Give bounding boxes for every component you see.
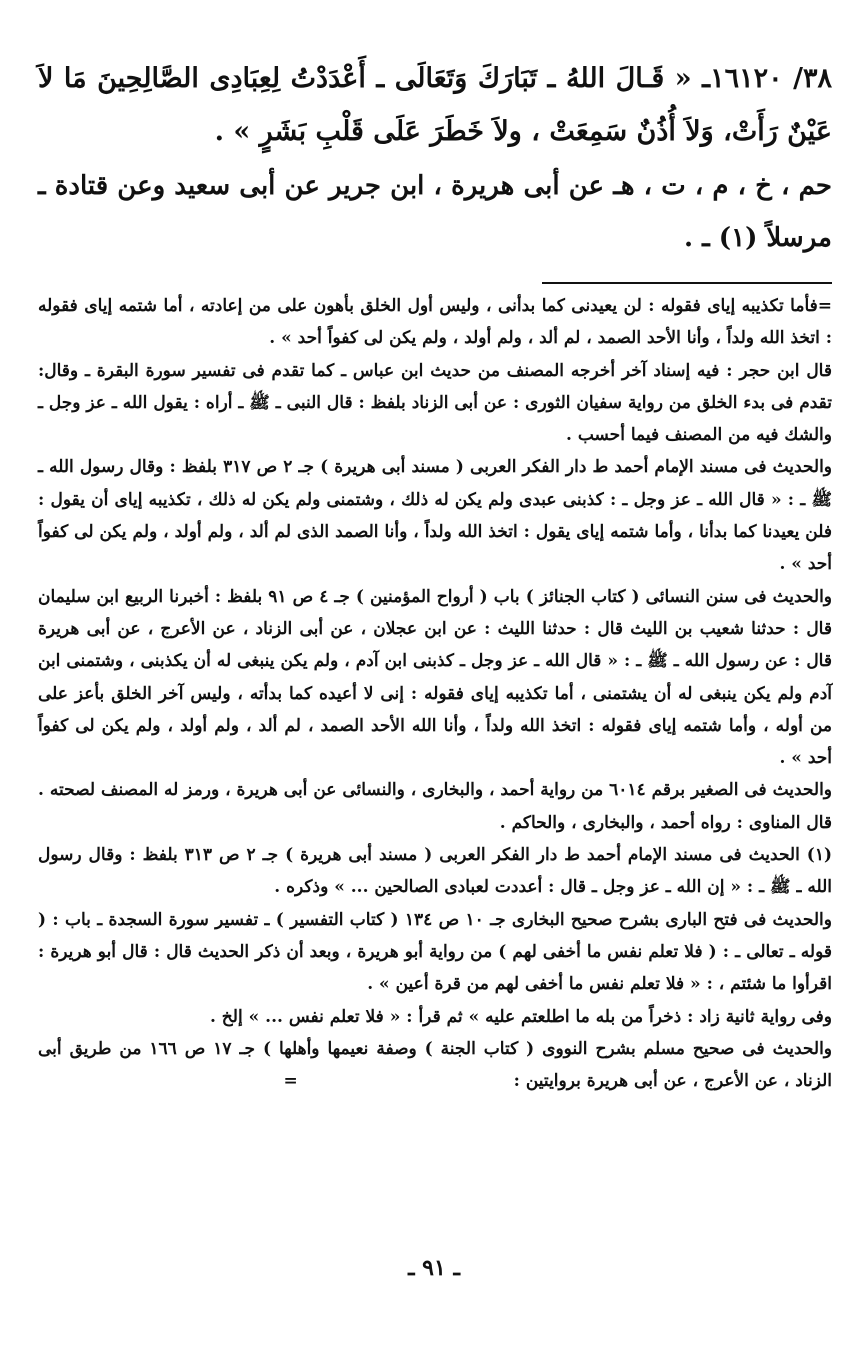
footnote-paragraph: =فأما تكذيبه إياى فقوله : لن يعيدنى كما بدأنى ، وليس أول الخلق بأهون على من إعادته ، أما شتمه إياى فقوله : اتخذ الله ولداً ، وأنا الأحد الصمد ، لم ألد ، ولم أولد ، ولم يكن لى كفواً أحد » . (38, 296, 832, 349)
hadith-text: « قَـالَ اللهُ ـ تَبَارَكَ وَتَعَالَى ـ أَعْدَدْتُ لِعِبَادِى الصَّالِحِينَ مَا لاَ عَيْنٌ رَأَتْ، وَلاَ أُذُنٌ سَمِعَتْ ، ولاَ خَطَرَ عَلَى قَلْبِ بَشَرٍ » . (38, 63, 832, 147)
hadith-number: ٣٨/ ١٦١٢٠ـ (702, 63, 832, 94)
page-number: ـ ٩١ ـ (408, 1255, 460, 1281)
footnote-paragraph: قال ابن حجر : فيه إسناد آخر أخرجه المصنف من حديث ابن عباس ـ كما تقدم فى تفسير سورة البقرة ـ وقال: تقدم فى بدء الخلق من رواية سفيان الثورى : عن أبى الزناد بلفظ : قال النبى ـ ﷺ ـ أراه : يقول الله ـ عز وجل ـ والشك فيه من المصنف فيما أحسب . (38, 360, 832, 446)
page-body (38, 52, 832, 1349)
footnote-paragraph: والحديث فى الصغير برقم ٦٠١٤ من رواية أحمد ، والبخارى ، والنسائى عن أبى هريرة ، ورمز له المصنف لصحته . (38, 780, 832, 801)
footnote-last-paragraph (38, 1033, 832, 1098)
footnote-paragraph: (١) الحديث فى مسند الإمام أحمد ط دار الفكر العربى ( مسند أبى هريرة ) جـ ٢ ص ٣١٣ بلفظ : وقال رسول الله ـ ﷺ ـ : « إن الله ـ عز وجل ـ قال : أعددت لعبادى الصالحين ... » وذكره . (38, 845, 833, 898)
footnote-paragraph: والحديث فى مسند الإمام أحمد ط دار الفكر العربى ( مسند أبى هريرة ) جـ ٢ ص ٣١٧ بلفظ : وقال رسول الله ـ ﷺ ـ : « قال الله ـ عز وجل ـ : كذبنى عبدى ولم يكن له ذلك ، وشتمنى ولم يكن له ذلك ، تكذيبه إياى أن يقول : فلن يعيدنا كما بدأنا ، وأما شتمه إياى يقول : اتخذ الله ولداً ، وأنا الصمد الذى لم ألد ، ولم أولد ، ولم يكن لى كفواً أحد » . (38, 457, 833, 575)
footnotes (38, 290, 832, 1097)
footnote-paragraph: وفى رواية ثانية زاد : ذخراً من بله ما اطلعتم عليه » ثم قرأ : « فلا تعلم نفس ... » إلخ . (209, 1006, 832, 1027)
footnote-last-text: والحديث فى صحيح مسلم بشرح النووى ( كتاب الجنة ) وصفة نعيمها وأهلها ) جـ ١٧ ص ١٦٦ من طريق أبى الزناد ، عن الأعرج ، عن أبى هريرة بروايتين : (38, 1038, 833, 1092)
continuation-mark: = (283, 1071, 298, 1092)
hadith-text-block (38, 52, 832, 158)
footnote-paragraph: والحديث فى فتح البارى بشرح صحيح البخارى جـ ١٠ ص ١٣٤ ( كتاب التفسير ) ـ تفسير سورة السجدة ـ باب : ( قوله ـ تعالى ـ : ( فلا تعلم نفس ما أخفى لهم ) من رواية أبو هريرة ، وبعد أن ذكر الحديث قال : قال أبو هريرة : اقرأوا ما شئتم ، : « فلا تعلم نفس ما أخفى لهم من قرة أعين » . (38, 909, 832, 995)
footnote-paragraph: والحديث فى سنن النسائى ( كتاب الجنائز ) باب ( أرواح المؤمنين ) جـ ٤ ص ٩١ بلفظ : أخبرنا الربيع ابن سليمان قال : حدثنا شعيب بن الليث قال : حدثنا الليث : عن ابن عجلان ، عن أبى الزناد ، عن الأعرج ، عن أبى هريرة قال : عن رسول الله ـ ﷺ ـ : « قال الله ـ عز وجل ـ كذبنى ابن آدم ، ولم يكن ينبغى له أن يكذبنى ، وشتمنى ابن آدم ولم يكن ينبغى له أن يشتمنى ، أما تكذيبه إياى فقوله : إنى لا أعيده كما بدأته ، وليس آخر الخلق بأعز على من أوله ، وأما شتمه إياى فقوله : اتخذ الله ولداً ، وأنا الله الأحد الصمد ، لم ألد ، ولم أولد ، ولم يكن لى كفواً أحد » . (38, 586, 833, 769)
hadith-sources: حم ، خ ، م ، ت ، هـ عن أبى هريرة ، ابن جرير عن أبى سعيد وعن قتادة ـ مرسلاً (١) ـ . (38, 171, 832, 253)
footnote-separator (542, 282, 832, 284)
footnote-paragraph: قال المناوى : رواه أحمد ، والبخارى ، والحاكم . (499, 812, 832, 833)
